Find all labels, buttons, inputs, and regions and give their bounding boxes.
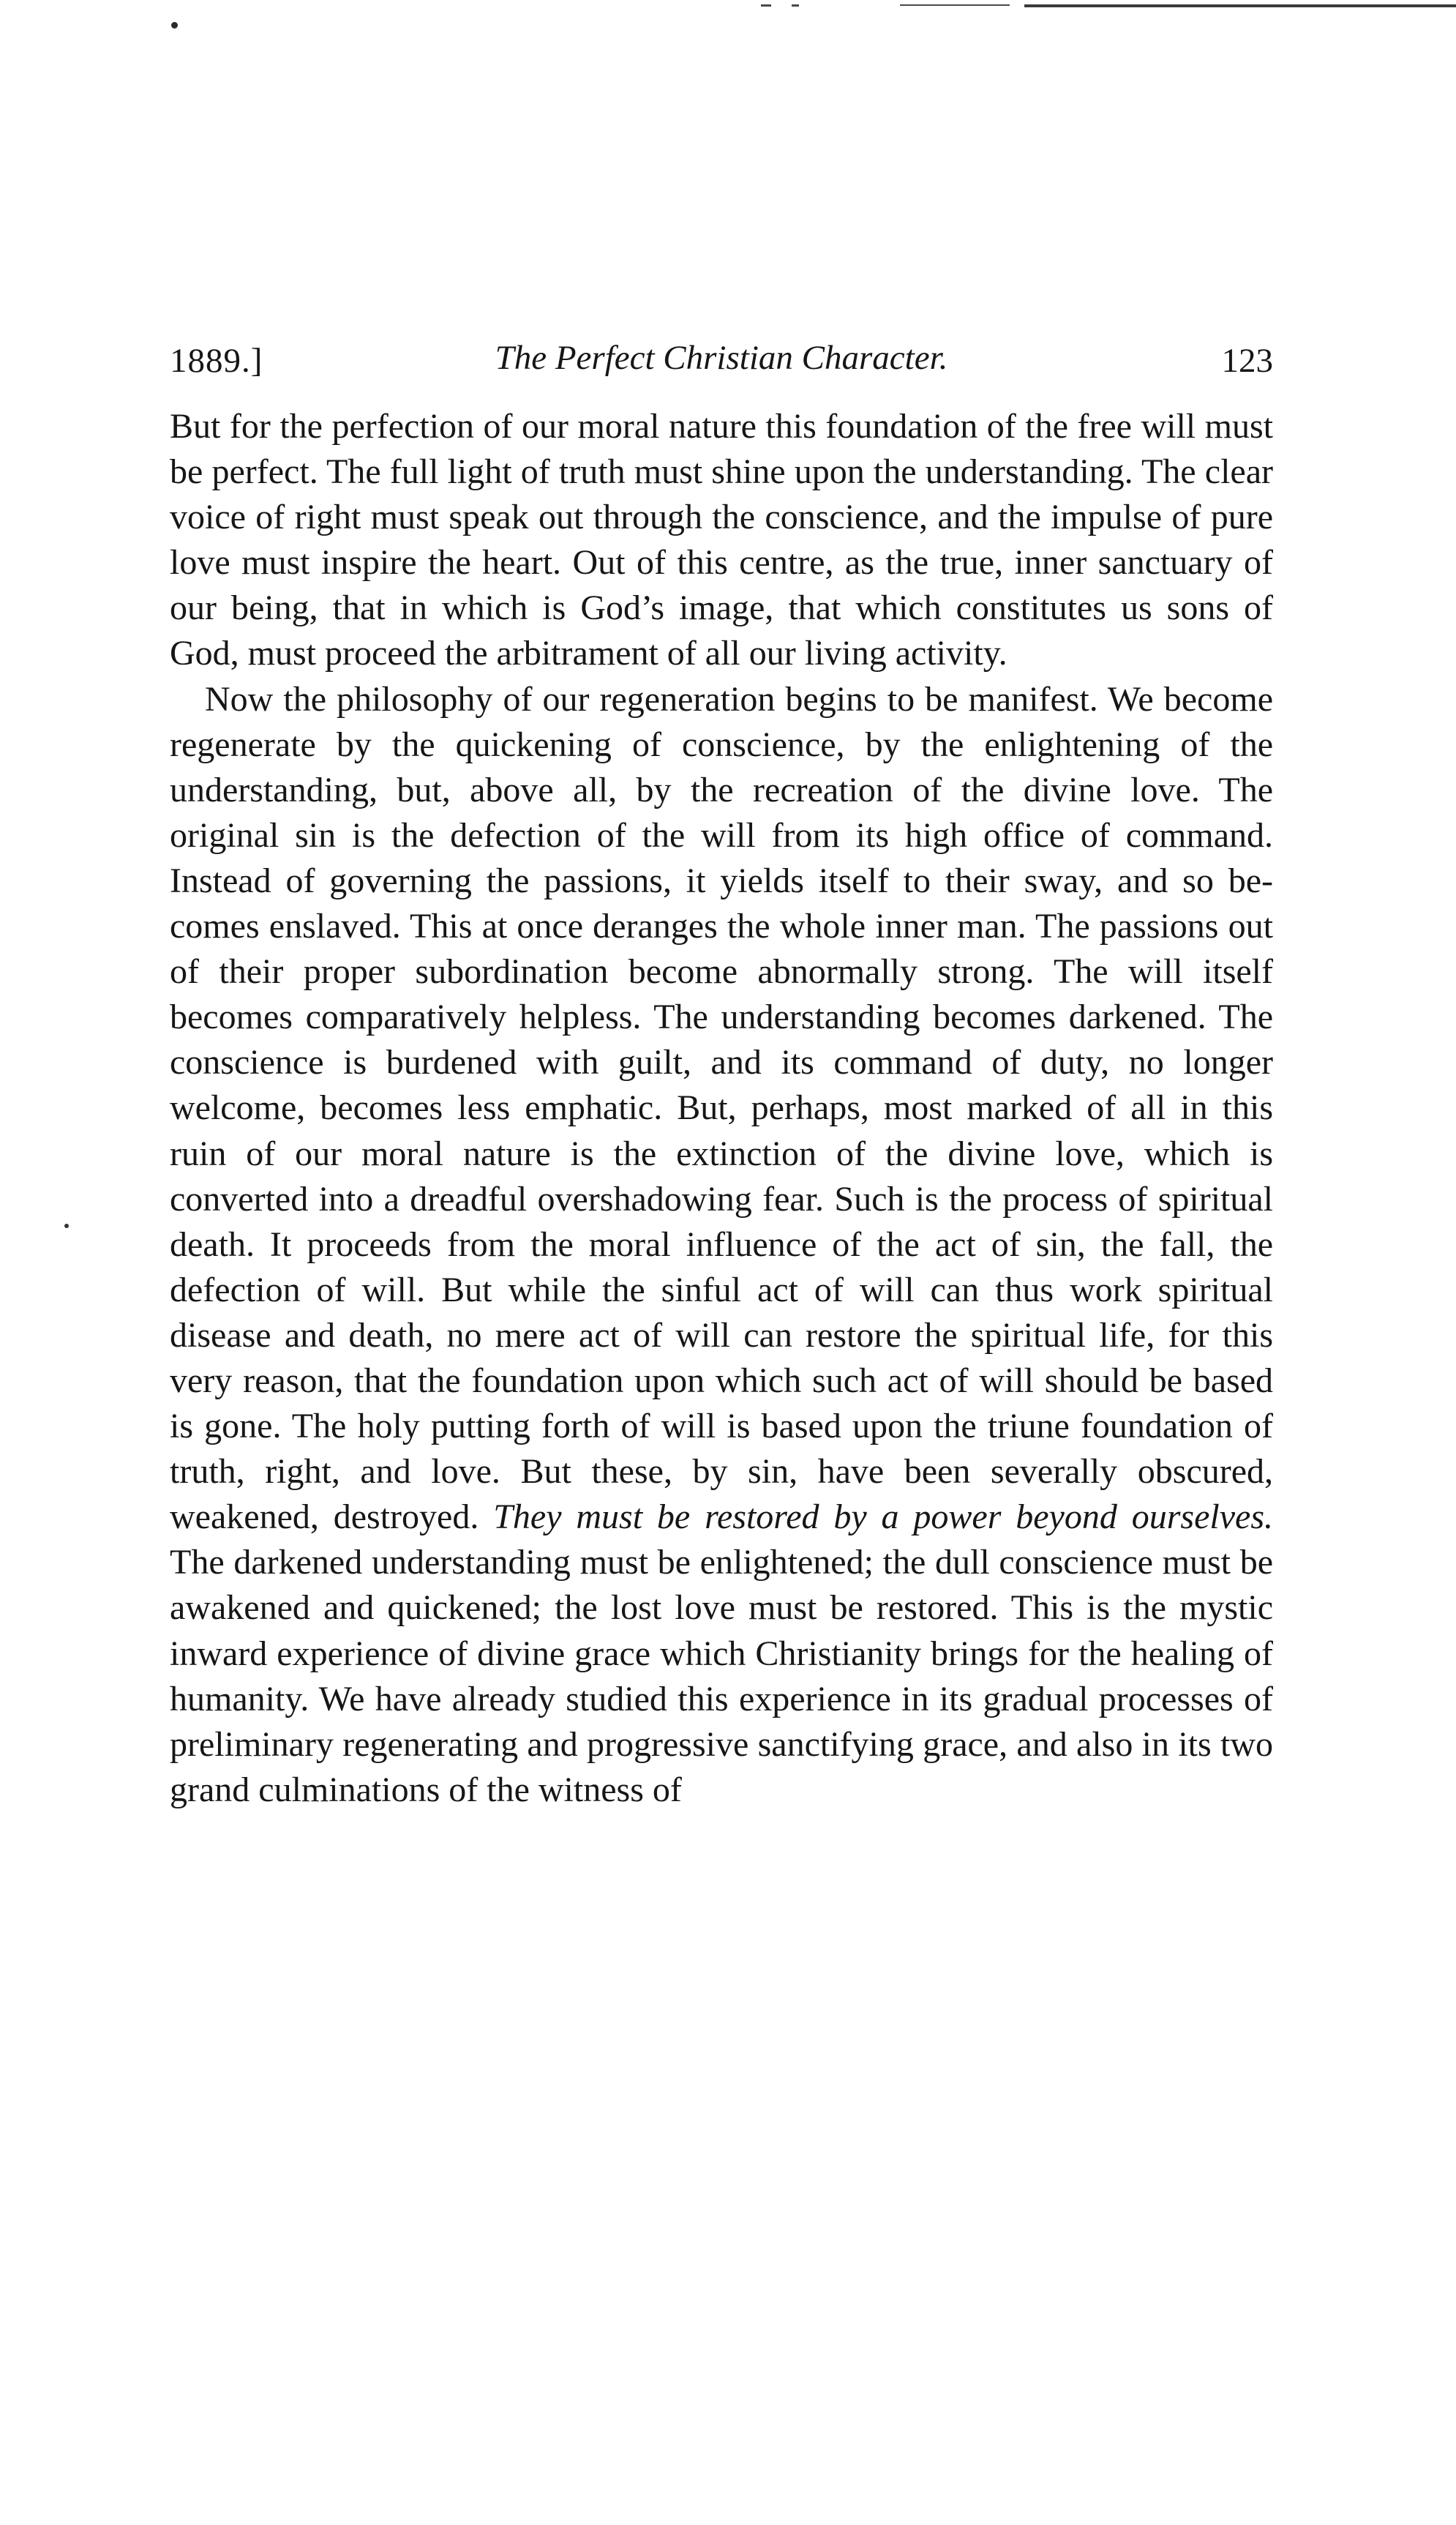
running-head — [170, 338, 1273, 389]
paragraph-text: Now the philosophy of our regeneration begins to be manifest. We become regenerate by the quickening of conscience, by the enlightening of the understanding, but, above all, by the recreation of the divine love. The original sin is the defection of the will from its high office of command. Instead of governing the passions, it yields itself to their sway, and so becomes enslaved. This at once deranges the whole inner man. The passions out of their proper subordination become abnormally strong. The will itself becomes comparatively helpless. The understanding becomes darkened. The conscience is burdened with guilt, and its command of duty, no longer welcome, becomes less emphatic. But, perhaps, most marked of all in this ruin of our moral nature is the extinction of the divine love, which is converted into a dreadful overshadowing fear. Such is the process of spiritual death. It proceeds from the moral influence of the act of sin, the fall, the defection of will. But while the sinful act of will can thus work spiritual disease and death, no mere act of will can restore the spiritual life, for this very reason, that the foundation upon which such act of will should be based is gone. The holy putting forth of will is based upon the triune foundation of truth, right, and love. But these, by sin, have been severally obscured, weakened, destroyed. — [170, 679, 1273, 1537]
paragraph — [170, 677, 1273, 1813]
paragraph-text: The darkened understanding must be enlightened; the dull conscience must be awakened and quickened; the lost love must be restored. This is the mystic inward experience of divine grace which Christianity brings for the healing of humanity. We have already studied this experience in its gradual processes of preliminary regenerating and progressive sanctifying grace, and also in its two grand culminations of the witness of — [170, 1543, 1273, 1809]
page-number: 123 — [1221, 342, 1273, 380]
body-text — [170, 404, 1273, 1813]
italic-emphasis: They must be restored by a power beyond ourselves. — [493, 1497, 1273, 1537]
paragraph: But for the perfection of our moral nature this foundation of the free will must be perfect. The full light of truth must shine upon the understanding. The clear voice of right must speak out through the conscience, and the impulse of pure love must inspire the heart. Out of this centre, as the true, inner sanctuary of our being, that in which is God’s image, that which constitutes us sons of God, must proceed the arbitrament of all our living activity. — [170, 407, 1273, 673]
scan-edge-mark — [761, 4, 771, 7]
scan-edge-mark — [1024, 4, 1456, 7]
running-head-title: The Perfect Christian Character. — [495, 339, 948, 377]
scan-speck — [171, 22, 178, 29]
margin-speck — [64, 1224, 69, 1228]
scan-edge-mark — [900, 4, 1010, 6]
running-head-year: 1889.] — [170, 342, 263, 380]
scan-edge-mark — [792, 4, 799, 7]
